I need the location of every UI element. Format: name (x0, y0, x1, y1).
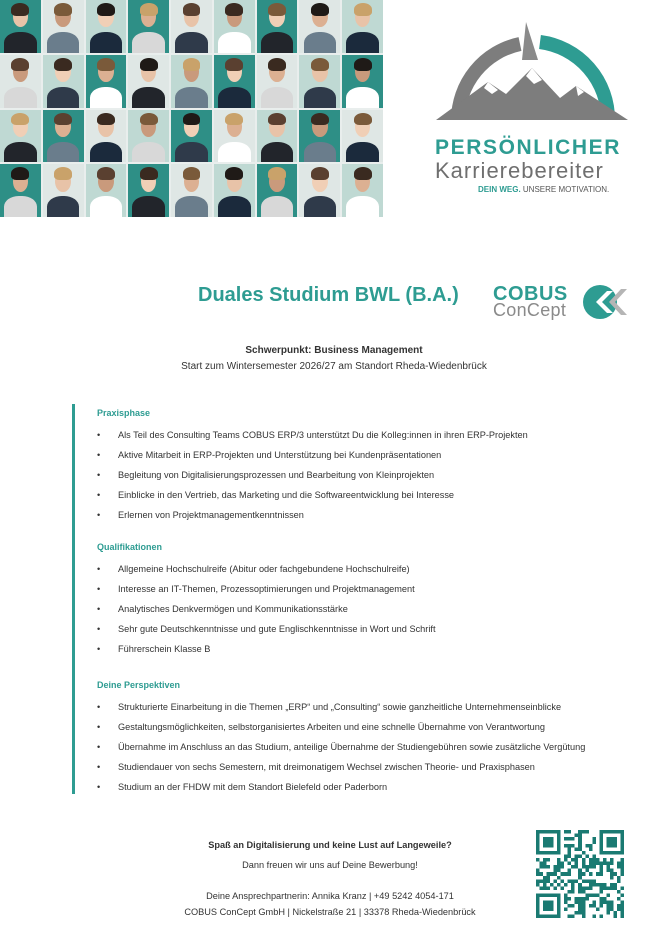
list-item-text: Begleitung von Digitalisierungsprozessen und Bearbeitung von Kleinprojekten (118, 470, 435, 480)
list-item-text: Interesse an IT-Themen, Prozessoptimierungen und Projektmanagement (118, 584, 415, 594)
list-item (97, 470, 434, 480)
list-item (97, 450, 441, 460)
footer-slogan: Spaß an Digitalisierung und keine Lust auf Langeweile? (208, 840, 452, 850)
team-photo (257, 164, 298, 217)
company-logo-line2: ConCept (493, 300, 567, 320)
team-photo (86, 110, 127, 163)
list-item (97, 782, 387, 792)
list-item-text: Analytisches Denkvermögen und Kommunikationsstärke (118, 604, 348, 614)
team-photo (86, 0, 127, 53)
brand-tagline: DEIN WEG. UNSERE MOTIVATION. (478, 185, 610, 194)
brand-line1: PERSÖNLICHER (435, 136, 622, 159)
team-photo (214, 55, 255, 108)
list-item-text: Allgemeine Hochschulreife (Abitur oder fachgebundene Hochschulreife) (118, 564, 410, 574)
team-photo (86, 55, 127, 108)
team-photo (0, 0, 41, 53)
bullet-icon: • (97, 584, 101, 594)
bullet-icon: • (97, 782, 101, 792)
team-photo (43, 164, 84, 217)
team-photo (257, 55, 298, 108)
team-photo (43, 0, 84, 53)
bullet-icon: • (97, 470, 101, 480)
list-item (97, 722, 545, 732)
team-photo (214, 110, 255, 163)
team-photo (171, 55, 212, 108)
team-photo (171, 0, 212, 53)
list-item-text: Übernahme im Anschluss an das Studium, anteilige Übernahme der Studiengebühren sowie zusätzliche Vergütung (118, 742, 586, 752)
team-photo (342, 110, 383, 163)
list-item-text: Studiendauer von sechs Semestern, mit dreimonatigem Wechsel zwischen Theorie- und Praxisphasen (118, 762, 535, 772)
bullet-icon: • (97, 510, 101, 520)
company-logo (493, 283, 633, 323)
list-item (97, 702, 561, 712)
section-heading: Qualifikationen (97, 542, 163, 552)
team-photo (0, 164, 41, 217)
bullet-icon: • (97, 762, 101, 772)
team-photo (214, 0, 255, 53)
company-logo-line1: COBUS (493, 283, 568, 305)
chevron-mark-icon (583, 283, 628, 321)
team-photo (299, 55, 340, 108)
list-item (97, 430, 528, 440)
content-block (72, 404, 635, 794)
list-item (97, 624, 436, 634)
team-photo (299, 0, 340, 53)
footer-address: COBUS ConCept GmbH | Nickelstraße 21 | 33378 Rheda-Wiedenbrück (184, 907, 476, 917)
bullet-icon: • (97, 490, 101, 500)
list-item (97, 564, 410, 574)
section-heading: Praxisphase (97, 408, 151, 418)
bullet-icon: • (97, 722, 101, 732)
team-photo (128, 0, 169, 53)
team-photo (0, 55, 41, 108)
team-photo (171, 164, 212, 217)
list-item (97, 584, 415, 594)
mountain-compass-icon (428, 20, 643, 140)
team-photo (342, 55, 383, 108)
team-photo (128, 110, 169, 163)
list-item (97, 510, 304, 520)
team-photo (257, 110, 298, 163)
team-photo (299, 110, 340, 163)
list-item (97, 762, 535, 772)
team-photo (342, 0, 383, 53)
section-heading: Deine Perspektiven (97, 680, 181, 690)
team-photo (43, 55, 84, 108)
team-photo (214, 164, 255, 217)
team-photo (43, 110, 84, 163)
team-photo (128, 55, 169, 108)
list-item-text: Studium an der FHDW mit dem Standort Bielefeld oder Paderborn (118, 782, 388, 792)
list-item (97, 604, 348, 614)
footer-invite: Dann freuen wir uns auf Deine Bewerbung! (242, 860, 418, 870)
team-photo (171, 110, 212, 163)
list-item-text: Erlernen von Projektmanagementkenntnissen (118, 510, 304, 520)
team-photo (299, 164, 340, 217)
bullet-icon: • (97, 564, 101, 574)
team-photo-grid (0, 0, 383, 217)
focus-line: Schwerpunkt: Business Management (245, 345, 423, 356)
bullet-icon: • (97, 702, 101, 712)
bullet-icon: • (97, 604, 101, 614)
list-item-text: Einblicke in den Vertrieb, das Marketing und die Softwareentwicklung bei Interesse (118, 490, 455, 500)
bullet-icon: • (97, 430, 101, 440)
bullet-icon: • (97, 450, 101, 460)
bullet-icon: • (97, 644, 101, 654)
list-item (97, 644, 210, 654)
footer-contact: Deine Ansprechpartnerin: Annika Kranz | +49 5242 4054-171 (206, 891, 454, 901)
list-item-text: Gestaltungsmöglichkeiten, selbstorganisiertes Arbeiten und eine schnelle Übernahme von Verantwortung (118, 722, 545, 732)
team-photo (0, 110, 41, 163)
brand-line2: Karrierebereiter (435, 158, 604, 183)
list-item-text: Führerschein Klasse B (118, 644, 211, 654)
list-item-text: Als Teil des Consulting Teams COBUS ERP/3 unterstützt Du die Kolleg:innen in ihren ERP-Projekten (118, 430, 528, 440)
team-photo (128, 164, 169, 217)
bullet-icon: • (97, 742, 101, 752)
start-line: Start zum Wintersemester 2026/27 am Standort Rheda-Wiedenbrück (181, 361, 487, 372)
page-title: Duales Studium BWL (B.A.) (198, 284, 459, 306)
team-photo (342, 164, 383, 217)
list-item (97, 742, 585, 752)
bullet-icon: • (97, 624, 101, 634)
team-photo (257, 0, 298, 53)
list-item (97, 490, 454, 500)
qr-code[interactable] (536, 830, 624, 918)
list-item-text: Strukturierte Einarbeitung in die Themen „ERP“ und „Consulting“ sowie ganzheitliche Unternehmenseinblicke (118, 702, 562, 712)
list-item-text: Sehr gute Deutschkenntnisse und gute Englischkenntnisse in Wort und Schrift (118, 624, 436, 634)
list-item-text: Aktive Mitarbeit in ERP-Projekten und Unterstützung bei Kundenpräsentationen (118, 450, 442, 460)
team-photo (86, 164, 127, 217)
